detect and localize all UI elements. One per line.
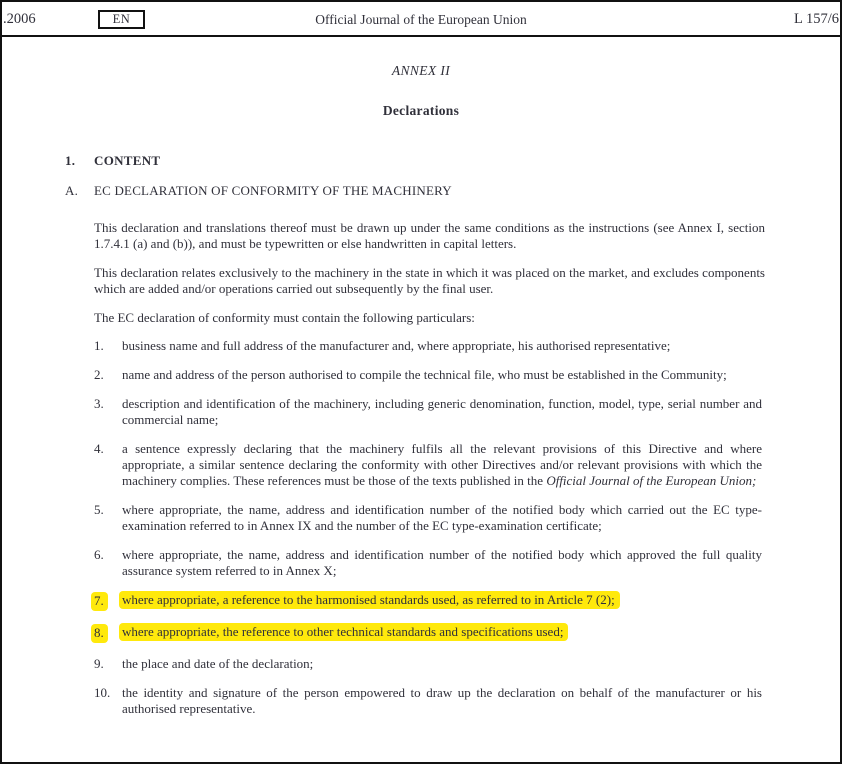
item-text: the identity and signature of the person empowered to draw up the declaration on behalf of the manufacturer or his authorised representative. — [122, 685, 762, 716]
item-text: where appropriate, a reference to the harmonised standards used, as referred to in Article 7 (2); — [122, 592, 762, 611]
item-number: 2. — [94, 367, 104, 382]
paragraph-conditions: This declaration and translations thereof must be drawn up under the same conditions as the instructions (see Annex I, section 1.7.4.1 (a) and (b)), and must be typewritten or else handwritten in capital letters. — [94, 220, 765, 251]
item-number: 8. — [94, 624, 122, 643]
item-number: 1. — [94, 338, 104, 353]
doc-subtitle: Declarations — [382, 103, 460, 118]
publication-date: .2006 — [3, 11, 36, 27]
particular-item — [94, 592, 840, 611]
particular-item — [94, 502, 840, 534]
paragraph-scope: This declaration relates exclusively to the machinery in the state in which it was placed on the market, and excludes components which are added and/or operations carried out subsequently by the final user. — [94, 265, 765, 296]
item-number: 7. — [94, 592, 122, 611]
subsection-title: EC DECLARATION OF CONFORMITY OF THE MACHINERY — [94, 183, 452, 198]
item-text: business name and full address of the manufacturer and, where appropriate, his authorised representative; — [122, 338, 671, 353]
particular-item — [94, 624, 840, 643]
item-number: 9. — [94, 656, 104, 671]
journal-header — [2, 2, 840, 37]
particular-item — [94, 367, 840, 383]
item-number: 4. — [94, 441, 104, 456]
item-text: where appropriate, the reference to other technical standards and specifications used; — [122, 624, 762, 643]
page-reference: L 157/6 — [794, 11, 839, 27]
item-number: 5. — [94, 502, 104, 517]
subsection-letter: A. — [65, 183, 79, 198]
particular-item — [94, 685, 840, 717]
particular-item — [94, 547, 840, 579]
item-text: name and address of the person authorised to compile the technical file, who must be established in the Community; — [122, 367, 727, 382]
item-number: 3. — [94, 396, 104, 411]
annex-title: ANNEX II — [391, 63, 451, 78]
section-title: CONTENT — [94, 153, 161, 168]
particular-item — [94, 656, 840, 672]
paragraph-lead-in: The EC declaration of conformity must contain the following particulars: — [94, 310, 475, 325]
particular-item — [94, 338, 840, 354]
particulars-list — [2, 338, 840, 717]
subsection-heading — [65, 183, 840, 199]
language-badge: EN — [98, 10, 145, 29]
item-text: a sentence expressly declaring that the machinery fulfils all the relevant provisions of this Directive and where appropriate, a similar sentence declaring the conformity with other Directives and/or relevant provisions with which the machinery complies. These references must be those of the texts published in the Official Journal of the European Union; — [122, 441, 762, 488]
section-heading — [65, 153, 840, 169]
particular-item — [94, 396, 840, 428]
item-text: the place and date of the declaration; — [122, 656, 314, 671]
item-text: where appropriate, the name, address and identification number of the notified body which approved the full quality assurance system referred to in Annex X; — [122, 547, 762, 578]
journal-title: Official Journal of the European Union — [315, 12, 527, 27]
item-text: description and identification of the machinery, including generic denomination, function, model, type, serial number and commercial name; — [122, 396, 762, 427]
item-number: 10. — [94, 685, 111, 700]
section-number: 1. — [65, 153, 76, 168]
particular-item — [94, 441, 840, 489]
item-text: where appropriate, the name, address and identification number of the notified body which carried out the EC type-examination referred to in Annex IX and the number of the EC type-examination certificate; — [122, 502, 762, 533]
item-number: 6. — [94, 547, 104, 562]
